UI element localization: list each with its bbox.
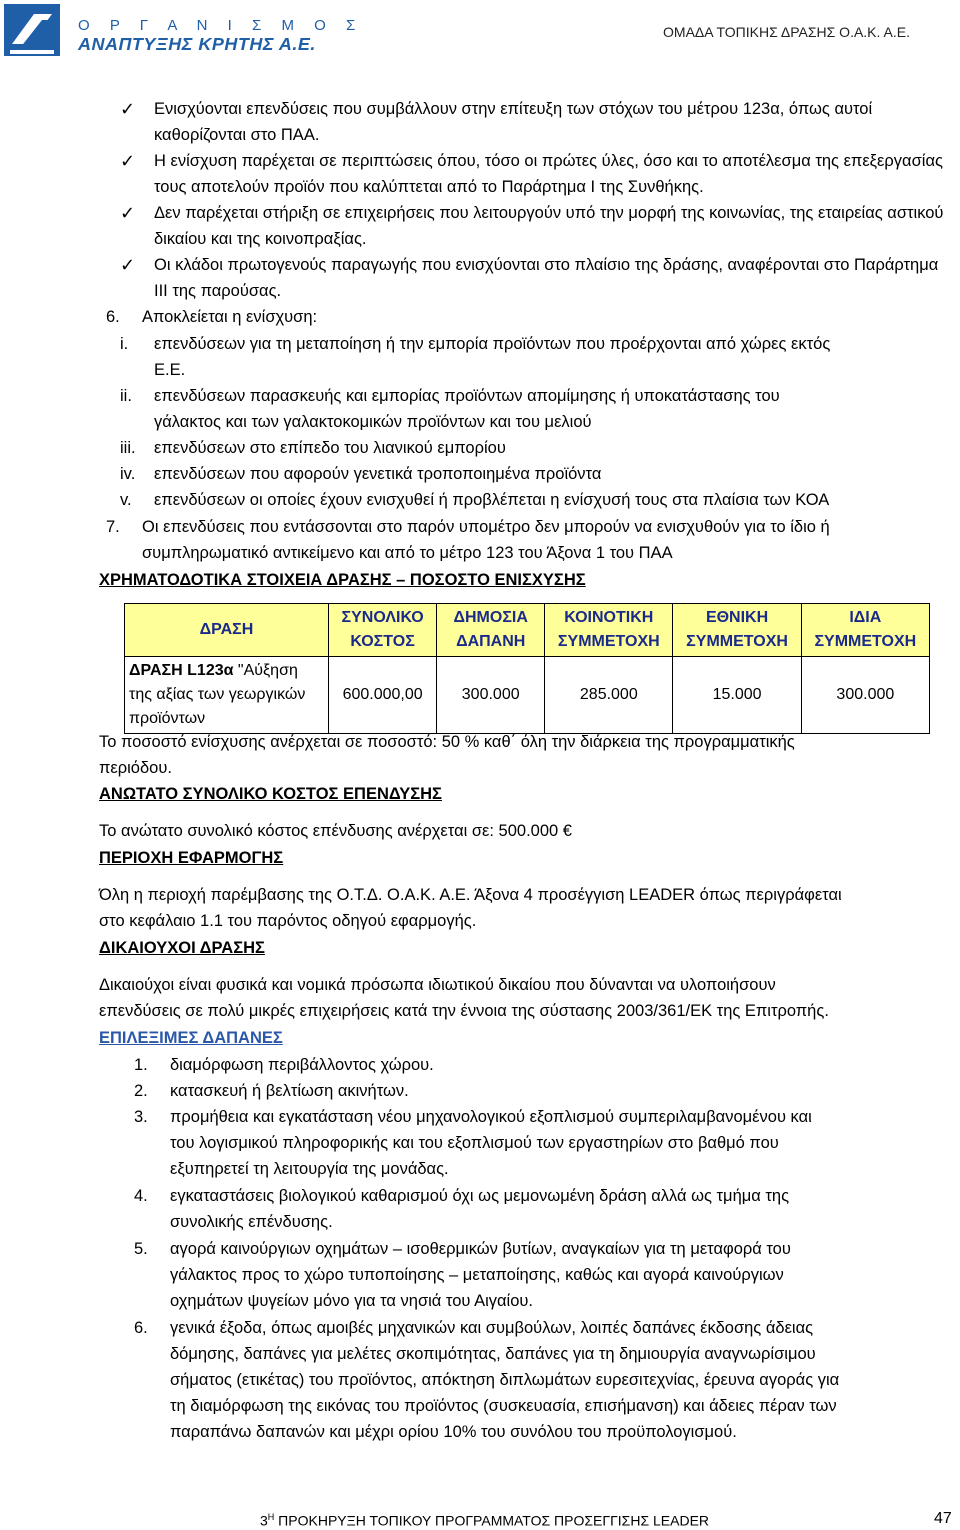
roman-number: ii.: [120, 387, 132, 405]
checkmark-icon: ✓: [120, 203, 136, 223]
list-item-text: οχημάτων ψυγείων μόνο για τα νησιά του Αιγαίου.: [170, 1292, 533, 1310]
checkmark-icon: ✓: [120, 255, 136, 275]
list-item-text: αγορά καινούργιων οχημάτων – ισοθερμικών βυτίων, αναγκαίων για τη μεταφορά του: [170, 1240, 791, 1258]
table-header-cell: ΕΘΝΙΚΗ ΣΥΜΜΕΤΟΧΗ: [673, 604, 801, 657]
check-item-text: Δεν παρέχεται στήριξη σε επιχειρήσεις που λειτουργούν υπό την μορφή της κοινωνίας, της εταιρείας αστικού δικαίου και της κοινοπραξίας.: [154, 204, 944, 248]
list-item-text: τη διαμόρφωση της εικόνας του προϊόντος (συσκευασία, επισήμανση) και άδειες πέραν των: [170, 1397, 837, 1415]
beneficiaries-text: επενδύσεις σε πολύ μικρές επιχειρήσεις κατά την έννοια της σύστασης 2003/361/ΕΚ της Επιτροπής.: [99, 1002, 829, 1020]
table-cell-own: 300.000: [801, 657, 929, 734]
area-text: στο κεφάλαιο 1.1 του παρόντος οδηγού εφαρμογής.: [99, 912, 477, 930]
excluded-item-text: επενδύσεων στο επίπεδο του λιανικού εμπορίου: [154, 439, 506, 457]
table-header-cell: ΙΔΙΑ ΣΥΜΜΕΤΟΧΗ: [801, 604, 929, 657]
list-item-text: εγκαταστάσεις βιολογικού καθαρισμού όχι ως μεμονωμένη δράση αλλά ως τμήμα της: [170, 1187, 790, 1205]
check-item-text: Οι κλάδοι πρωτογενούς παραγωγής που ενισχύονται στο πλαίσιο της δράσης, αναφέρονται στο Παράρτημα III της παρούσας.: [154, 256, 939, 300]
roman-number: iv.: [120, 465, 136, 483]
footer-title: $3^H$ ΠΡΟΚΗΡΥΞΗ ΤΟΠΙΚΟΥ ΠΡΟΓΡΑΜΜΑΤΟΣ ΠΡΟΣΕΓΓΙΣΗΣ LEADER: [260, 1512, 710, 1529]
list-item-text: γενικά έξοδα, όπως αμοιβές μηχανικών και συμβούλων, λοιπές δαπάνες έκδοσης άδειας: [170, 1319, 814, 1337]
max-cost-text: Το ανώτατο συνολικό κόστος επένδυσης ανέρχεται σε: 500.000 €: [99, 822, 572, 840]
list-number: 1.: [134, 1056, 148, 1074]
table-cell-public: 300.000: [437, 657, 545, 734]
organization-logo-icon: [4, 4, 60, 56]
table-header-cell: ΣΥΝΟΛΙΚΟ ΚΟΣΤΟΣ: [328, 604, 436, 657]
list-item-text: κατασκευή ή βελτίωση ακινήτων.: [170, 1082, 409, 1100]
logo-text-bottom: ΑΝΑΠΤΥΞΗΣ ΚΡΗΤΗΣ Α.Ε.: [78, 34, 316, 54]
check-item-text: Ενισχύονται επενδύσεις που συμβάλλουν στην επίτευξη των στόχων του μέτρου 123α, όπως αυτοί καθορίζονται στο ΠΑΑ.: [154, 100, 873, 144]
table-header-cell: ΔΗΜΟΣΙΑ ΔΑΠΑΝΗ: [437, 604, 545, 657]
list-number: 6.: [134, 1319, 148, 1337]
excluded-item-text: επενδύσεων παρασκευής και εμπορίας προϊόντων απομίμησης ή υποκατάστασης του: [154, 387, 780, 405]
table-row: [125, 657, 930, 734]
table-header-cell: ΔΡΑΣΗ: [125, 604, 329, 657]
rate-text: περιόδου.: [99, 759, 172, 777]
list-number: 3.: [134, 1108, 148, 1126]
checkmark-icon: ✓: [120, 151, 136, 171]
list-item-text: του λογισμικού πληροφορικής και του εξοπλισμού των εργαστηρίων στο βαθμό που: [170, 1134, 779, 1152]
list-item-text: εξυπηρετεί τη λειτουργία της μονάδας.: [170, 1160, 449, 1178]
table-cell-national: 15.000: [673, 657, 801, 734]
list-item-text: παραπάνω δαπανών και μέχρι ορίου 10% του συνόλου του προϋπολογισμού.: [170, 1423, 737, 1441]
roman-number: i.: [120, 335, 129, 353]
item7-text: συμπληρωματικό αντικείμενο και από το μέτρο 123 του Άξονα 1 του ΠΑΑ: [142, 544, 673, 562]
rate-text: Το ποσοστό ενίσχυσης ανέρχεται σε ποσοστό: 50 % καθ΄ όλη την διάρκεια της προγραμματικής: [99, 733, 795, 751]
table-cell-action: ΔΡΑΣΗ L123α "Αύξηση της αξίας των γεωργικών προϊόντων: [125, 657, 329, 734]
roman-number: v.: [120, 491, 132, 509]
excluded-item-text: επενδύσεων οι οποίες έχουν ενισχυθεί ή προβλέπεται η ενίσχυσή τους στα πλαίσια των ΚΟΑ: [154, 491, 830, 509]
header-group-name: ΟΜΑΔΑ ΤΟΠΙΚΗΣ ΔΡΑΣΗΣ Ο.Α.Κ. Α.Ε.: [663, 24, 910, 40]
page-number: 47: [934, 1510, 952, 1527]
list-number: 4.: [134, 1187, 148, 1205]
area-text: Όλη η περιοχή παρέμβασης της Ο.Τ.Δ. Ο.Α.Κ. Α.Ε. Άξονα 4 προσέγγιση LEADER όπως περιγράφεται: [99, 886, 842, 904]
excluded-item-text: γάλακτος και των γαλακτοκομικών προϊόντων και του μελιού: [154, 413, 592, 431]
checkmark-icon: ✓: [120, 99, 136, 119]
table-cell-eu: 285.000: [545, 657, 673, 734]
excluded-item-text: επενδύσεων για τη μεταποίηση ή την εμπορία προϊόντων που προέρχονται από χώρες εκτός: [154, 335, 831, 353]
section-heading-eligible: ΕΠΙΛΕΞΙΜΕΣ ΔΑΠΑΝΕΣ: [99, 1029, 283, 1047]
item-number: 6.: [106, 308, 120, 326]
list-item-text: διαμόρφωση περιβάλλοντος χώρου.: [170, 1056, 434, 1074]
check-item-text: Η ενίσχυση παρέχεται σε περιπτώσεις όπου, τόσο οι πρώτες ύλες, όσο και το αποτέλεσμα της επεξεργασίας τους αποτελούν προϊόν που καλύπτεται από το Παράρτημα I της Συνθήκης.: [154, 152, 943, 196]
financing-table: [124, 603, 930, 734]
section-heading-max-cost: ΑΝΩΤΑΤΟ ΣΥΝΟΛΙΚΟ ΚΟΣΤΟΣ ΕΠΕΝΔΥΣΗΣ: [99, 785, 442, 803]
section-heading-financing: ΧΡΗΜΑΤΟΔΟΤΙΚΑ ΣΤΟΙΧΕΙΑ ΔΡΑΣΗΣ – ΠΟΣΟΣΤΟ ΕΝΙΣΧΥΣΗΣ: [99, 571, 586, 589]
list-item-text: προμήθεια και εγκατάσταση νέου μηχανολογικού εξοπλισμού συμπεριλαμβανομένου και: [170, 1108, 812, 1126]
roman-number: iii.: [120, 439, 136, 457]
beneficiaries-text: Δικαιούχοι είναι φυσικά και νομικά πρόσωπα ιδιωτικού δικαίου που δύνανται να υλοποιήσουν: [99, 976, 776, 994]
item-number: 7.: [106, 518, 120, 536]
section-heading-area: ΠΕΡΙΟΧΗ ΕΦΑΡΜΟΓΗΣ: [99, 849, 284, 867]
section-heading-beneficiaries: ΔΙΚΑΙΟΥΧΟΙ ΔΡΑΣΗΣ: [99, 939, 265, 957]
list-item-text: δόμησης, δαπάνες για μελέτες σκοπιμότητας, δαπάνες για τη δημιουργία αναγνωρίσιμου: [170, 1345, 816, 1363]
list-number: 2.: [134, 1082, 148, 1100]
excluded-title: Αποκλείεται η ενίσχυση:: [142, 308, 318, 326]
list-item-text: σήματος (ετικέτας) του προϊόντος, απόκτηση διπλωμάτων ευρεσιτεχνίας, έρευνα αγοράς για: [170, 1371, 840, 1389]
excluded-item-text: επενδύσεων που αφορούν γενετικά τροποποιημένα προϊόντα: [154, 465, 602, 483]
list-item-text: συνολικής επένδυσης.: [170, 1213, 333, 1231]
page-header: [0, 0, 960, 60]
table-header-cell: ΚΟΙΝΟΤΙΚΗ ΣΥΜΜΕΤΟΧΗ: [545, 604, 673, 657]
logo-text-top: Ο Ρ Γ Α Ν Ι Σ Μ Ο Σ: [78, 17, 364, 34]
excluded-item-text: Ε.Ε.: [154, 361, 186, 379]
item7-text: Οι επενδύσεις που εντάσσονται στο παρόν υπομέτρο δεν μπορούν να ενισχυθούν για το ίδιο ή: [142, 518, 830, 536]
table-cell-total: 600.000,00: [328, 657, 436, 734]
list-number: 5.: [134, 1240, 148, 1258]
list-item-text: γάλακτος προς το χώρο τυποποίησης – μεταποίησης, καθώς και αγορά καινούργιων: [170, 1266, 784, 1284]
table-header-row: [125, 604, 930, 657]
